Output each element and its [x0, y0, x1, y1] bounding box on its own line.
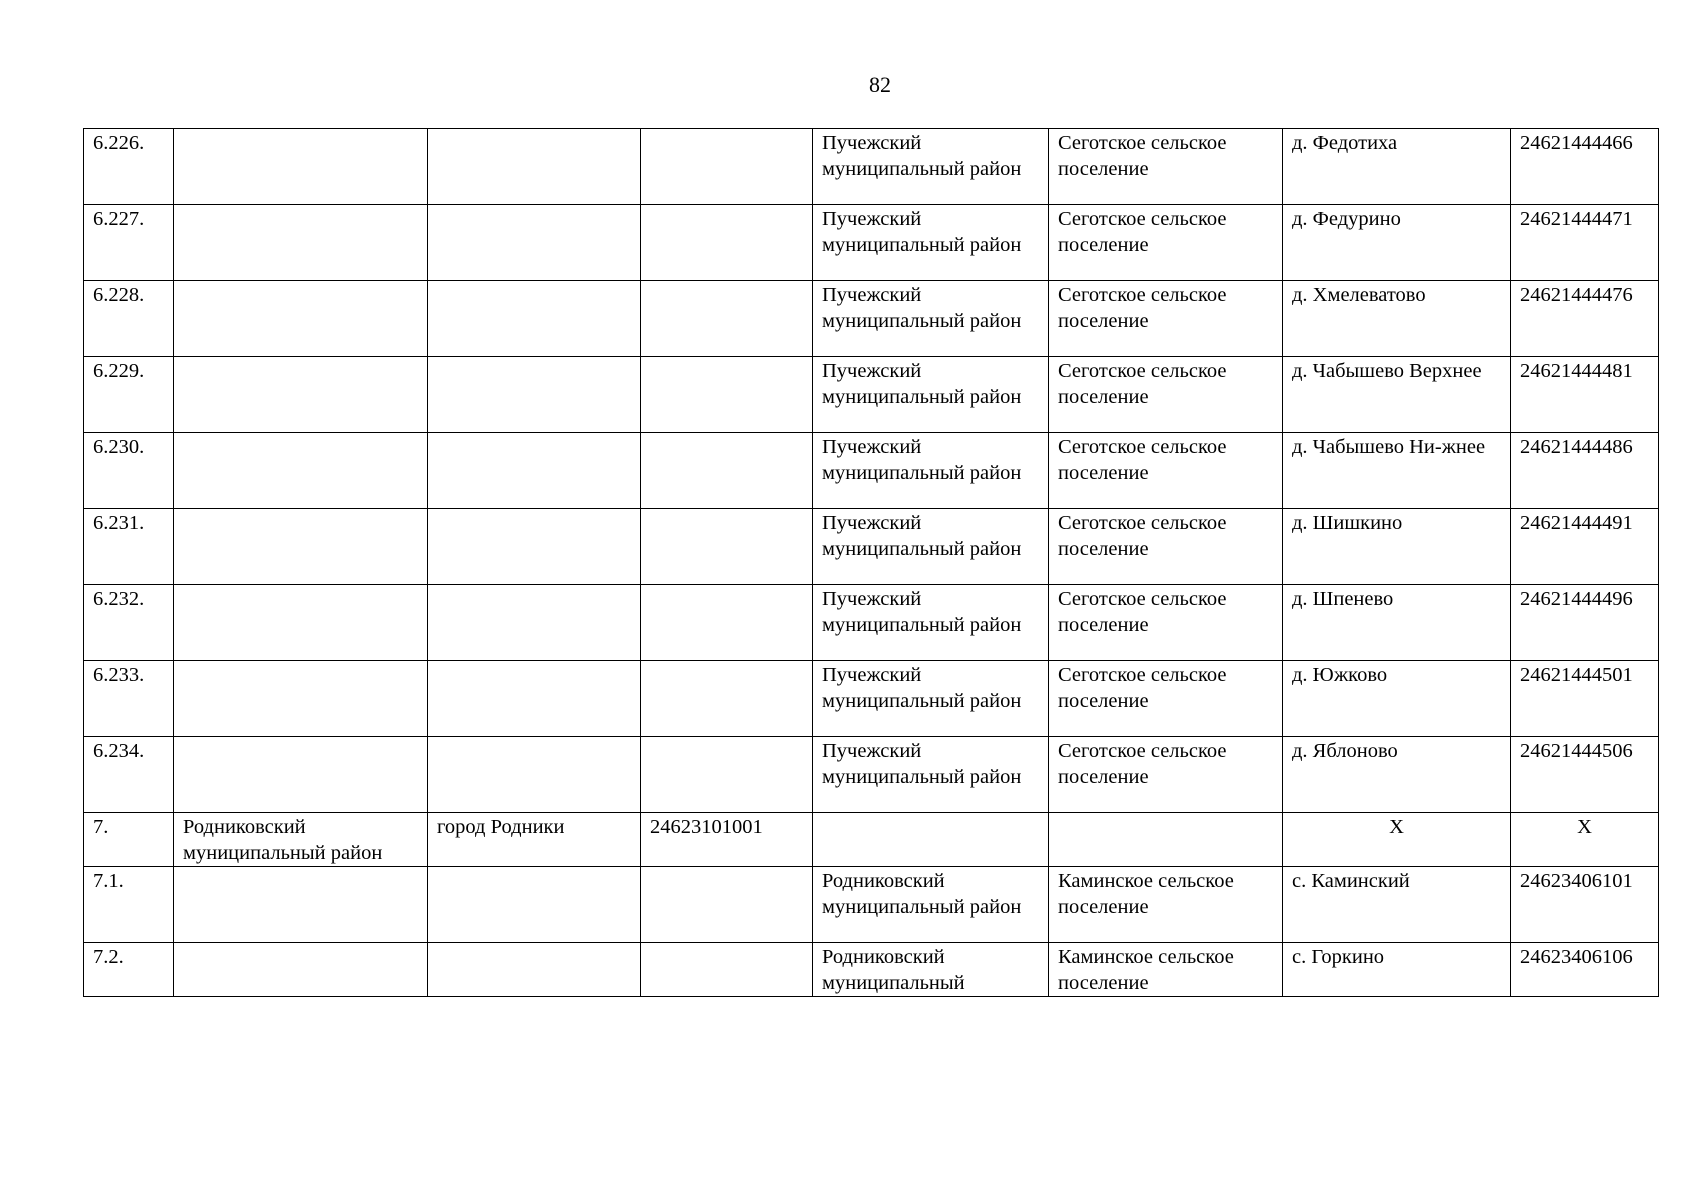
locality-cell: д. Федотиха — [1283, 129, 1511, 205]
district-cell — [174, 205, 428, 281]
row-number-cell: 7.2. — [84, 943, 174, 997]
municipal-district-cell: Пучежский муниципальный район — [813, 585, 1049, 661]
oktmo-district-cell — [641, 943, 813, 997]
oktmo-code-cell: 24621444491 — [1511, 509, 1659, 585]
oktmo-district-cell — [641, 433, 813, 509]
municipal-district-cell: Пучежский муниципальный район — [813, 661, 1049, 737]
oktmo-code-cell: 24621444481 — [1511, 357, 1659, 433]
center-cell — [428, 205, 641, 281]
settlement-cell — [1049, 813, 1283, 867]
center-cell — [428, 129, 641, 205]
district-cell — [174, 867, 428, 943]
settlement-cell: Сеготское сельское поселение — [1049, 433, 1283, 509]
locality-cell: Х — [1283, 813, 1511, 867]
settlement-cell: Сеготское сельское поселение — [1049, 509, 1283, 585]
row-number-cell: 6.227. — [84, 205, 174, 281]
district-cell — [174, 357, 428, 433]
row-number-cell: 6.226. — [84, 129, 174, 205]
municipal-district-cell: Пучежский муниципальный район — [813, 129, 1049, 205]
table-row — [84, 813, 1659, 867]
oktmo-code-cell: 24621444501 — [1511, 661, 1659, 737]
municipal-district-cell: Пучежский муниципальный район — [813, 509, 1049, 585]
municipal-district-cell: Пучежский муниципальный район — [813, 281, 1049, 357]
settlement-cell: Сеготское сельское поселение — [1049, 661, 1283, 737]
locality-cell: д. Южково — [1283, 661, 1511, 737]
table-row — [84, 867, 1659, 943]
oktmo-district-cell — [641, 509, 813, 585]
district-cell — [174, 585, 428, 661]
oktmo-district-cell — [641, 357, 813, 433]
table-row — [84, 943, 1659, 997]
oktmo-district-cell — [641, 661, 813, 737]
row-number-cell: 6.232. — [84, 585, 174, 661]
oktmo-code-cell: 24623406106 — [1511, 943, 1659, 997]
table-row — [84, 509, 1659, 585]
settlement-cell: Сеготское сельское поселение — [1049, 737, 1283, 813]
locality-cell: д. Хмелеватово — [1283, 281, 1511, 357]
center-cell — [428, 867, 641, 943]
municipal-district-cell: Пучежский муниципальный район — [813, 205, 1049, 281]
oktmo-code-cell: Х — [1511, 813, 1659, 867]
settlement-cell: Каминское сельское поселение — [1049, 943, 1283, 997]
table-row — [84, 129, 1659, 205]
table-row — [84, 281, 1659, 357]
locality-cell: д. Шишкино — [1283, 509, 1511, 585]
oktmo-code-cell: 24621444506 — [1511, 737, 1659, 813]
center-cell — [428, 509, 641, 585]
table-row — [84, 737, 1659, 813]
district-cell — [174, 943, 428, 997]
oktmo-district-cell — [641, 205, 813, 281]
district-cell — [174, 129, 428, 205]
oktmo-code-cell: 24621444471 — [1511, 205, 1659, 281]
municipal-district-cell: Пучежский муниципальный район — [813, 433, 1049, 509]
table-row — [84, 585, 1659, 661]
row-number-cell: 7. — [84, 813, 174, 867]
center-cell — [428, 433, 641, 509]
table-row — [84, 433, 1659, 509]
center-cell — [428, 357, 641, 433]
row-number-cell: 6.234. — [84, 737, 174, 813]
oktmo-district-cell — [641, 281, 813, 357]
settlement-cell: Каминское сельское поселение — [1049, 867, 1283, 943]
locality-cell: с. Горкино — [1283, 943, 1511, 997]
settlement-cell: Сеготское сельское поселение — [1049, 585, 1283, 661]
row-number-cell: 6.233. — [84, 661, 174, 737]
oktmo-code-cell: 24621444476 — [1511, 281, 1659, 357]
settlement-cell: Сеготское сельское поселение — [1049, 281, 1283, 357]
municipal-district-cell — [813, 813, 1049, 867]
center-cell — [428, 585, 641, 661]
row-number-cell: 6.229. — [84, 357, 174, 433]
oktmo-district-cell — [641, 585, 813, 661]
oktmo-district-cell — [641, 737, 813, 813]
municipal-table — [83, 128, 1659, 997]
locality-cell: д. Чабышево Ни-жнее — [1283, 433, 1511, 509]
district-cell: Родниковский муниципальный район — [174, 813, 428, 867]
table-row — [84, 357, 1659, 433]
row-number-cell: 6.228. — [84, 281, 174, 357]
district-cell — [174, 433, 428, 509]
oktmo-district-cell — [641, 867, 813, 943]
page-number: 82 — [869, 72, 891, 97]
municipal-district-cell: Пучежский муниципальный район — [813, 737, 1049, 813]
district-cell — [174, 661, 428, 737]
district-cell — [174, 281, 428, 357]
oktmo-code-cell: 24621444466 — [1511, 129, 1659, 205]
center-cell — [428, 661, 641, 737]
oktmo-code-cell: 24623406101 — [1511, 867, 1659, 943]
locality-cell: с. Каминский — [1283, 867, 1511, 943]
locality-cell: д. Чабышево Верхнее — [1283, 357, 1511, 433]
municipal-district-cell: Пучежский муниципальный район — [813, 357, 1049, 433]
locality-cell: д. Яблоново — [1283, 737, 1511, 813]
locality-cell: д. Шпенево — [1283, 585, 1511, 661]
oktmo-code-cell: 24621444496 — [1511, 585, 1659, 661]
settlement-cell: Сеготское сельское поселение — [1049, 357, 1283, 433]
center-cell — [428, 737, 641, 813]
table-row — [84, 205, 1659, 281]
row-number-cell: 6.231. — [84, 509, 174, 585]
center-cell: город Родники — [428, 813, 641, 867]
row-number-cell: 6.230. — [84, 433, 174, 509]
district-cell — [174, 737, 428, 813]
oktmo-district-cell — [641, 129, 813, 205]
district-cell — [174, 509, 428, 585]
settlement-cell: Сеготское сельское поселение — [1049, 129, 1283, 205]
municipal-district-cell: Родниковский муниципальный — [813, 943, 1049, 997]
table-row — [84, 661, 1659, 737]
oktmo-district-cell: 24623101001 — [641, 813, 813, 867]
municipal-district-cell: Родниковский муниципальный район — [813, 867, 1049, 943]
settlement-cell: Сеготское сельское поселение — [1049, 205, 1283, 281]
center-cell — [428, 943, 641, 997]
locality-cell: д. Федурино — [1283, 205, 1511, 281]
oktmo-code-cell: 24621444486 — [1511, 433, 1659, 509]
row-number-cell: 7.1. — [84, 867, 174, 943]
center-cell — [428, 281, 641, 357]
